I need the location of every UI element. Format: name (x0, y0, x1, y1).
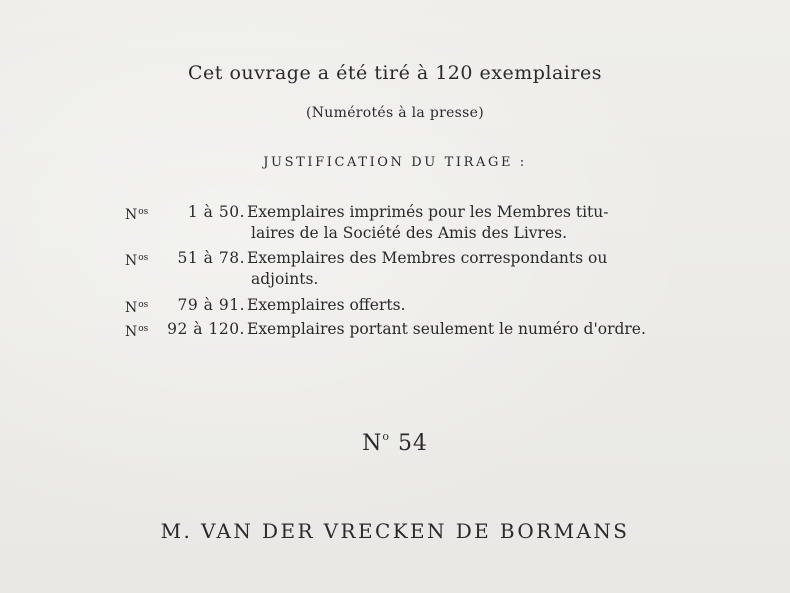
copy-number-label: N (362, 431, 383, 456)
entry-1 (125, 200, 685, 224)
entry-2 (125, 246, 685, 270)
entry-2-range: 51 à 78. (177, 249, 245, 267)
print-run-title: Cet ouvrage a été tiré à 120 exemplaires (188, 62, 602, 84)
entry-1-description-line2: laires de la Société des Amis des Livres. (251, 224, 568, 242)
entry-4-range: 92 à 120. (167, 320, 245, 338)
owner-name: M. VAN DER VRECKEN DE BORMANS (160, 519, 630, 543)
entry-1-description-line1: Exemplaires imprimés pour les Membres titu- (247, 203, 609, 221)
copy-number-value: 54 (397, 431, 428, 456)
justification-heading: JUSTIFICATION DU TIRAGE : (263, 155, 527, 170)
entry-2-description-line2: adjoints. (251, 270, 319, 288)
entry-3-range: 79 à 91. (177, 296, 245, 314)
copy-number (0, 430, 790, 456)
entry-4-description: Exemplaires portant seulement le numéro d'ordre. (247, 320, 646, 338)
print-run-subtitle: (Numérotés à la presse) (306, 105, 484, 121)
entry-2-nos: $N^{os}$ (125, 253, 149, 269)
entry-3-nos: $N^{os}$ (125, 300, 149, 316)
entry-1-range: 1 à 50. (187, 203, 245, 221)
entry-1-nos: $N^{os}$ (125, 207, 149, 223)
entry-4 (125, 317, 685, 341)
entry-3 (125, 293, 685, 317)
copy-number-sup: o (382, 430, 390, 443)
entry-4-nos: $N^{os}$ (125, 324, 149, 340)
entry-3-description: Exemplaires offerts. (247, 296, 406, 314)
entry-2-description-line1: Exemplaires des Membres correspondants ou (247, 249, 608, 267)
